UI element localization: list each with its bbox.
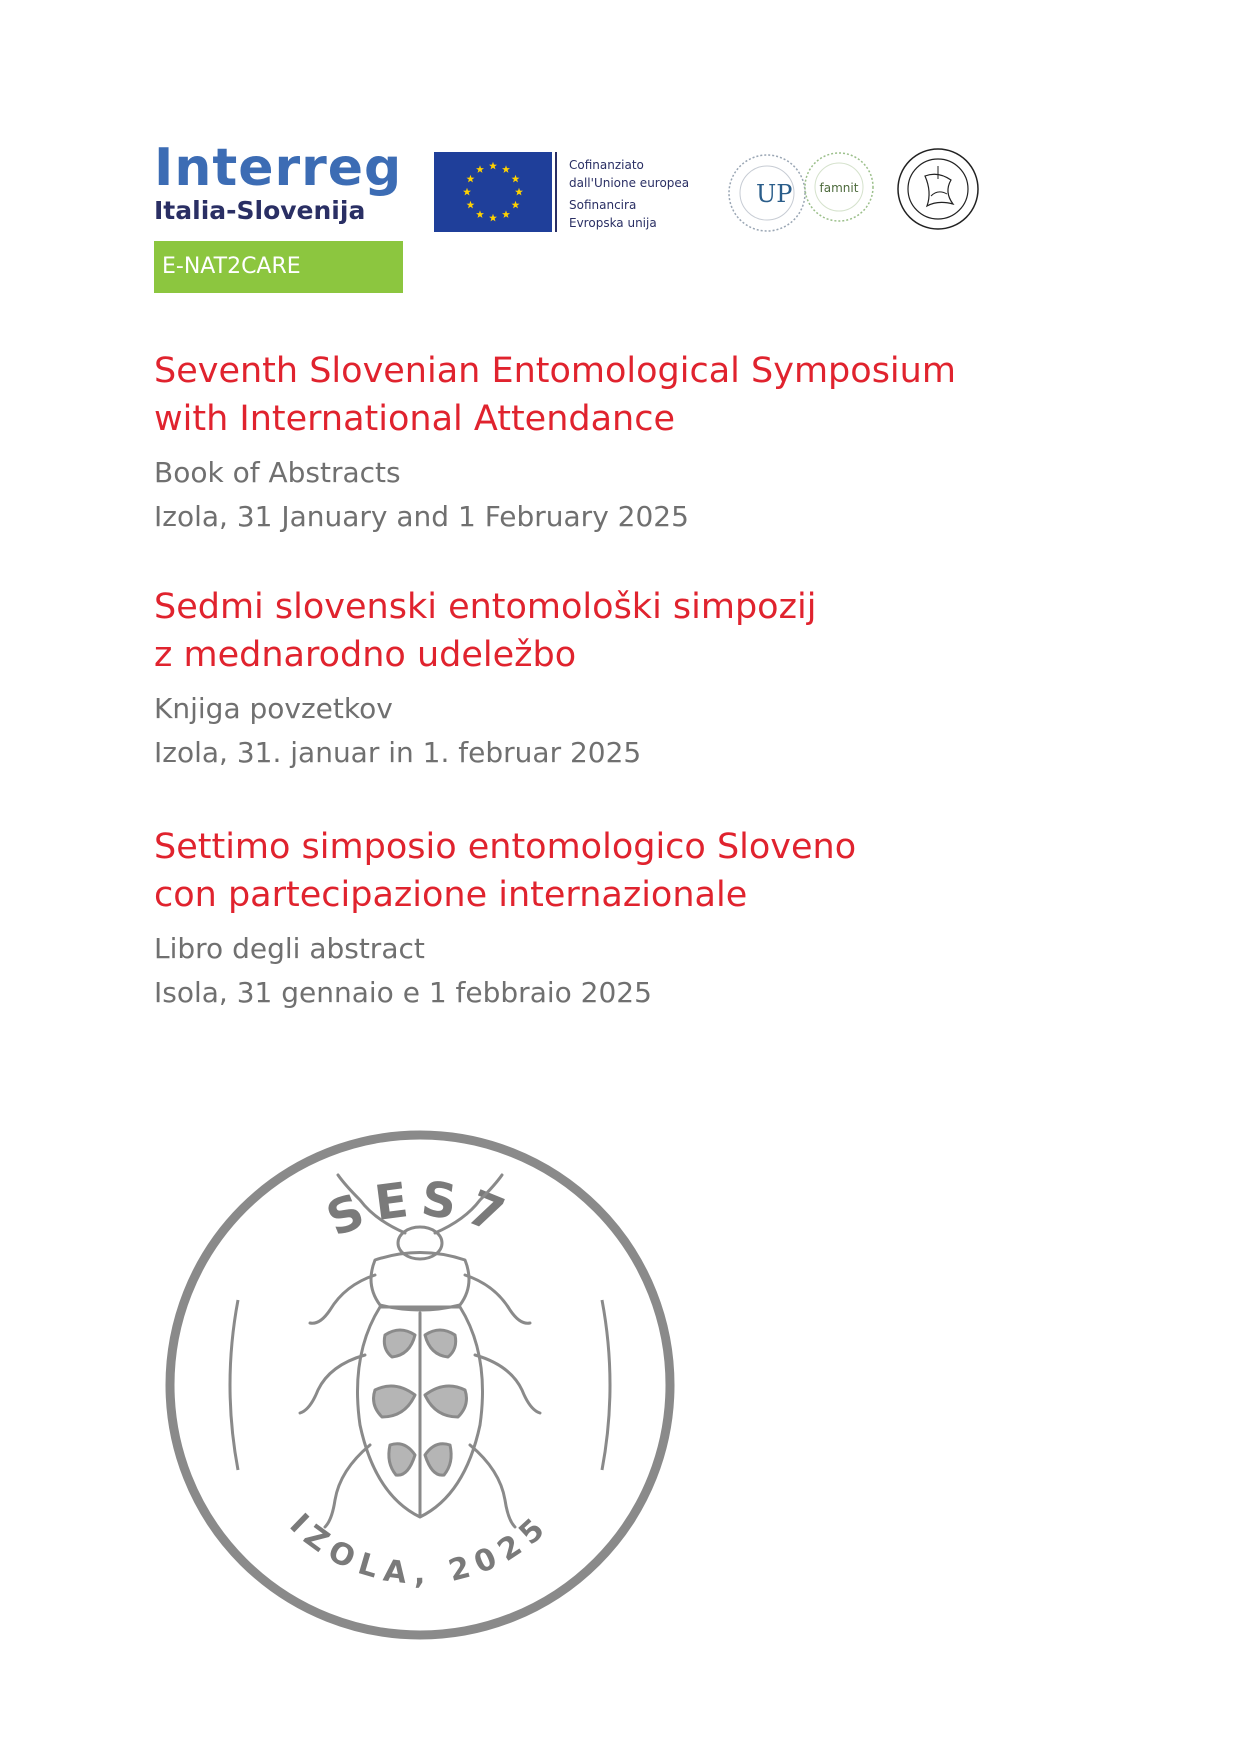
cofunded-sl-line1: Sofinancira: [569, 198, 637, 212]
famnit-seal-icon: [802, 150, 876, 224]
entomological-society-seal-icon: [895, 146, 981, 232]
eu-divider: [555, 152, 557, 232]
english-subtitle: Book of Abstracts: [154, 456, 401, 489]
english-date-line: Izola, 31 January and 1 February 2025: [154, 500, 689, 533]
slovenian-date-line: Izola, 31. januar in 1. februar 2025: [154, 736, 642, 769]
english-title-line1: Seventh Slovenian Entomological Symposium: [154, 351, 956, 391]
emblem-right-arc: [602, 1300, 610, 1470]
famnit-label: famnit: [819, 181, 859, 195]
svg-text:IZOLA, 2025: [283, 1507, 558, 1592]
slovenian-title-line2: z mednarodno udeležbo: [154, 635, 577, 675]
eu-cofunding-text: [569, 156, 689, 232]
italian-title-line2: con partecipazione internazionale: [154, 875, 748, 915]
cofunded-sl-line2: Evropska unija: [569, 216, 657, 230]
cofunded-it-line2: dall'Unione europea: [569, 176, 690, 190]
interreg-wordmark: Interreg: [154, 138, 403, 198]
cofunded-it-line1: Cofinanziato: [569, 158, 644, 172]
italian-date-line: Isola, 31 gennaio e 1 febbraio 2025: [154, 976, 652, 1009]
university-primorska-seal-icon: [724, 150, 810, 236]
italian-title-block: [154, 823, 856, 1015]
ses7-emblem: [160, 1125, 680, 1645]
english-title-block: [154, 347, 956, 539]
slovenian-subtitle: Knjiga povzetkov: [154, 692, 393, 725]
english-title-line2: with International Attendance: [154, 399, 676, 439]
emblem-left-arc: [230, 1300, 238, 1470]
interreg-logo: [154, 138, 404, 226]
slovenian-title-line1: Sedmi slovenski entomološki simpozij: [154, 587, 817, 627]
eu-flag-icon: [434, 152, 552, 232]
italian-subtitle: Libro degli abstract: [154, 932, 425, 965]
slovenian-title-block: [154, 583, 816, 775]
project-name-bar: E-NAT2CARE: [154, 241, 403, 293]
italian-title-line1: Settimo simposio entomologico Sloveno: [154, 827, 857, 867]
emblem-top-text: SES7: [319, 1170, 522, 1248]
up-monogram: UP: [756, 180, 793, 208]
svg-text:SES7: [319, 1171, 521, 1248]
interreg-programme: Italia-Slovenija: [154, 196, 366, 225]
emblem-bottom-text: IZOLA, 2025: [282, 1506, 558, 1593]
